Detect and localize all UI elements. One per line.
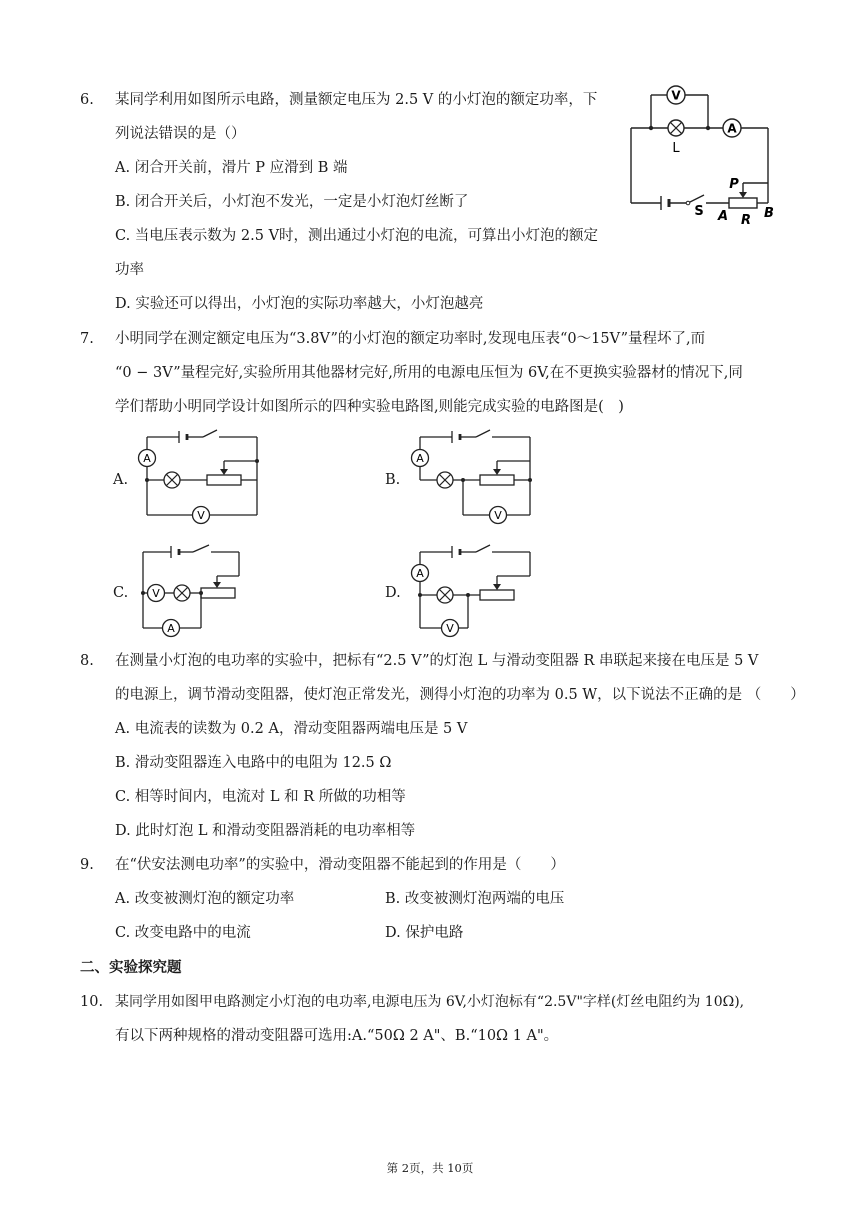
junction-dot [141, 591, 145, 595]
option-label: B. [115, 755, 131, 771]
option-text: 功率 [115, 262, 144, 278]
option-text: 滑动变阻器连入电路中的电阻为 12.5 Ω [134, 755, 392, 771]
q9-option-d [385, 923, 463, 943]
q8-stem-line1: 在测量小灯泡的电功率的实验中，把标有“2.5 V”的灯泡 L 与滑动变阻器 R 串联起来接在电压是 5 V [115, 653, 759, 669]
q8-option-a [115, 719, 467, 739]
option-text: 当电压表示数为 2.5 V时，测出通过小灯泡的电流，可算出小灯泡的额定 [134, 228, 599, 244]
svg-text:A: A [416, 567, 424, 580]
q7-diagram-b [408, 425, 538, 525]
q7-stem-line1: 小明同学在测定额定电压为“3.8V”的小灯泡的额定功率时,发现电压表“0～15V”量程坏了,而 [115, 331, 706, 347]
section-title: 二、实验探究题 [80, 960, 182, 976]
q6-stem-line2: 列说法错误的是（） [115, 126, 246, 142]
switch-label: S [694, 204, 704, 219]
end-a-label: A [717, 209, 729, 224]
option-label: C. [115, 789, 131, 805]
voltmeter-icon [193, 507, 210, 524]
option-text: 相等时间内，电流对 L 和 R 所做的功相等 [134, 789, 406, 805]
ammeter-icon [139, 450, 156, 467]
option-text: 实验还可以得出，小灯泡的实际功率越大，小灯泡越亮 [135, 296, 484, 312]
resistor-label: R [740, 213, 752, 228]
q9-option-b [385, 889, 564, 909]
lamp-icon [174, 585, 190, 601]
q7-diagram-a [135, 425, 265, 525]
q6-option-c-cont [115, 260, 144, 280]
q6-option-a [115, 158, 348, 178]
end-b-label: B [764, 206, 774, 221]
junction-dot [255, 459, 259, 463]
q8-number: 8. [80, 653, 94, 669]
option-text: 闭合开关后，小灯泡不发光，一定是小灯泡灯丝断了 [134, 194, 469, 210]
q8-option-b [115, 753, 391, 773]
page-footer: 第 2页，共 10页 [386, 1161, 474, 1175]
q10-number: 10. [80, 994, 104, 1010]
voltmeter-icon [490, 507, 507, 524]
q7-diagram-a-label: A. [113, 472, 129, 488]
voltmeter-label: V [671, 88, 681, 103]
junction-dot [199, 591, 203, 595]
q9-stem: 在“伏安法测电功率”的实验中，滑动变阻器不能起到的作用是（ ） [115, 857, 565, 873]
svg-text:V: V [446, 622, 454, 635]
option-label: A. [115, 160, 131, 176]
svg-text:V: V [494, 509, 502, 522]
q7-stem-line3: 学们帮助小明同学设计如图所示的四种实验电路图,则能完成实验的电路图是( ) [115, 399, 624, 415]
q7-number: 7. [80, 331, 94, 347]
lamp-icon [164, 472, 180, 488]
q9-number: 9. [80, 857, 94, 873]
option-label: B. [115, 194, 131, 210]
junction-dot [649, 126, 653, 130]
option-text: 改变被测灯泡两端的电压 [404, 891, 565, 907]
q7-diagram-b-label: B. [385, 472, 401, 488]
ammeter-label: A [727, 121, 737, 136]
lamp-icon [668, 120, 684, 136]
lamp-icon [437, 472, 453, 488]
option-label: D. [115, 823, 131, 839]
option-label: D. [385, 925, 401, 941]
q7-diagram-c [135, 540, 265, 640]
q7-diagram-d [408, 540, 538, 640]
junction-dot [145, 478, 149, 482]
option-text: 保护电路 [405, 925, 464, 941]
q9-option-a [115, 889, 294, 909]
voltmeter-icon [667, 86, 685, 104]
ammeter-icon [412, 565, 429, 582]
switch-pivot [686, 201, 690, 205]
slider-label: P [729, 177, 739, 192]
junction-dot [418, 593, 422, 597]
q6-option-d [115, 294, 483, 314]
option-label: A. [115, 891, 131, 907]
q7-stem-line2: “0 − 3V”量程完好,实验所用其他器材完好,所用的电源电压恒为 6V,在不更换实验器材的情况下,同 [115, 365, 743, 381]
option-text: 改变电路中的电流 [134, 925, 251, 941]
q8-option-d [115, 821, 415, 841]
option-text: 电流表的读数为 0.2 A，滑动变阻器两端电压是 5 V [134, 721, 468, 737]
q6-number: 6. [80, 92, 94, 108]
option-label: C. [115, 228, 131, 244]
slider-arrow-head [739, 192, 747, 198]
svg-text:V: V [197, 509, 205, 522]
lamp-icon [437, 587, 453, 603]
q8-option-c [115, 787, 406, 807]
junction-dot [466, 593, 470, 597]
junction-dot [528, 478, 532, 482]
q6-option-c [115, 226, 598, 246]
q8-stem-line2: 的电源上，调节滑动变阻器，使灯泡正常发光，测得小灯泡的功率为 0.5 W，以下说法不正确的是 （ ） [115, 687, 805, 703]
option-label: B. [385, 891, 401, 907]
voltmeter-icon [442, 620, 459, 637]
svg-text:V: V [152, 587, 160, 600]
q10-stem-line2: 有以下两种规格的滑动变阻器可选用:A.“50Ω 2 A"、B.“10Ω 1 A"。 [115, 1028, 559, 1044]
q9-option-c [115, 923, 251, 943]
voltmeter-icon [148, 585, 165, 602]
ammeter-icon [163, 620, 180, 637]
q6-stem-line1: 某同学利用如图所示电路，测量额定电压为 2.5 V 的小灯泡的额定功率，下 [115, 92, 598, 108]
option-text: 此时灯泡 L 和滑动变阻器消耗的电功率相等 [135, 823, 416, 839]
svg-text:A: A [167, 622, 175, 635]
q6-circuit-diagram [626, 80, 786, 230]
option-label: A. [115, 721, 131, 737]
q6-option-b [115, 192, 468, 212]
svg-text:A: A [416, 452, 424, 465]
q10-stem-line1: 某同学用如图甲电路测定小灯泡的电功率,电源电压为 6V,小灯泡标有“2.5V"字样(灯丝电阻约为 10Ω), [115, 994, 745, 1010]
option-text: 闭合开关前，滑片 P 应滑到 B 端 [134, 160, 348, 176]
q7-diagram-c-label: C. [113, 585, 129, 601]
lamp-label: L [672, 141, 680, 156]
junction-dot [461, 478, 465, 482]
svg-text:A: A [143, 452, 151, 465]
ammeter-icon [412, 450, 429, 467]
junction-dot [706, 126, 710, 130]
option-label: C. [115, 925, 131, 941]
q7-diagram-d-label: D. [385, 585, 401, 601]
option-label: D. [115, 296, 131, 312]
ammeter-icon [723, 119, 741, 137]
option-text: 改变被测灯泡的额定功率 [134, 891, 295, 907]
